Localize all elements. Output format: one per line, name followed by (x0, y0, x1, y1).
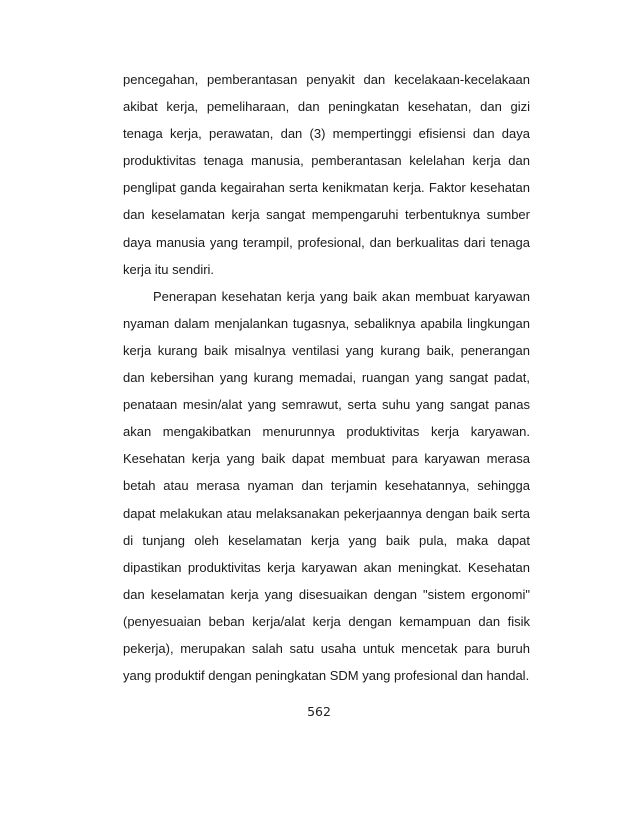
paragraph-2: Penerapan kesehatan kerja yang baik akan membuat karyawan nyaman dalam menjalankan tugasnya, sebaliknya apabila lingkungan kerja kurang baik misalnya ventilasi yang kurang baik, penerangan dan kebersihan yang kurang memadai, ruangan yang sangat padat, penataan mesin/alat yang semrawut, serta suhu yang sangat panas akan mengakibatkan menurunnya produktivitas kerja karyawan. Kesehatan kerja yang baik dapat membuat para karyawan merasa betah atau merasa nyaman dan terjamin kesehatannya, sehingga dapat melakukan atau melaksanakan pekerjaannya dengan baik serta di tunjang oleh keselamatan kerja yang baik pula, maka dapat dipastikan produktivitas kerja karyawan akan meningkat. Kesehatan dan keselamatan kerja yang disesuaikan dengan "sistem ergonomi" (penyesuaian beban kerja/alat kerja dengan kemampuan dan fisik pekerja), merupakan salah satu usaha untuk mencetak para buruh yang produktif dengan peningkatan SDM yang profesional dan handal. (123, 288, 530, 684)
page-number: 562 (307, 704, 331, 719)
body-text (123, 66, 530, 689)
paragraph-1: pencegahan, pemberantasan penyakit dan kecelakaan-kecelakaan akibat kerja, pemeliharaan, dan peningkatan kesehatan, dan gizi tenaga kerja, perawatan, dan (3) mempertinggi efisiensi dan daya produktivitas tenaga manusia, pemberantasan kelelahan kerja dan penglipat ganda kegairahan serta kenikmatan kerja. Faktor kesehatan dan keselamatan kerja sangat mempengaruhi terbentuknya sumber daya manusia yang terampil, profesional, dan berkualitas dari tenaga kerja itu sendiri. (123, 72, 530, 277)
